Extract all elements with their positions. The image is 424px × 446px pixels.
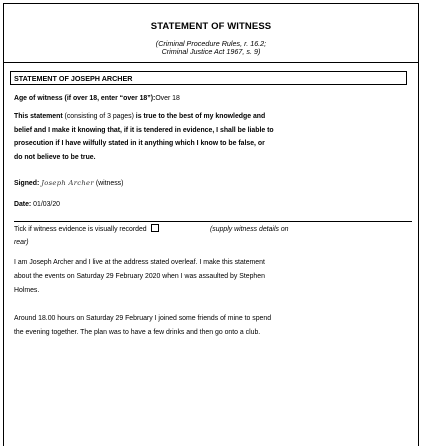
statement-paragraph-2 bbox=[14, 312, 412, 340]
signed-suffix: (witness) bbox=[95, 180, 124, 187]
statement-of-box bbox=[10, 71, 407, 85]
para1-line2: about the events on Saturday 29 February 2020 when I was assaulted by Stephen bbox=[14, 273, 265, 280]
supply-note-cont: rear) bbox=[14, 239, 29, 246]
date-value: 01/03/20 bbox=[33, 201, 60, 208]
truth-line-4: do not believe to be true. bbox=[14, 153, 96, 161]
statement-paragraph-1 bbox=[14, 256, 412, 298]
age-label: Age of witness (if over 18, enter “over 18”): bbox=[14, 95, 156, 102]
para2-line1: Around 18.00 hours on Saturday 29 February I joined some friends of mine to spend bbox=[14, 315, 272, 322]
para2-line2: the evening together. The plan was to have a few drinks and then go onto a club. bbox=[14, 329, 261, 336]
signature: Joseph Archer bbox=[41, 179, 94, 187]
form-header bbox=[4, 4, 418, 63]
truth-line-2: belief and I make it knowing that, if it is tendered in evidence, I shall be liable to bbox=[14, 126, 274, 134]
signed-label: Signed: bbox=[14, 180, 40, 187]
form-title: STATEMENT OF WITNESS bbox=[150, 21, 272, 32]
truth-lead: This statement bbox=[14, 113, 63, 120]
visual-record-checkbox[interactable] bbox=[151, 224, 159, 232]
visual-record-label: Tick if witness evidence is visually recorded bbox=[14, 226, 147, 233]
age-line bbox=[14, 92, 412, 105]
date-label: Date: bbox=[14, 201, 32, 208]
visual-record-row bbox=[14, 224, 412, 250]
para1-line1: I am Joseph Archer and I live at the address stated overleaf. I make this statement bbox=[14, 259, 265, 266]
supply-note: (supply witness details on bbox=[210, 226, 289, 233]
truth-line-1: is true to the best of my knowledge and bbox=[135, 113, 266, 120]
age-value: Over 18 bbox=[155, 95, 180, 102]
signature-line bbox=[14, 177, 412, 190]
truth-declaration bbox=[14, 110, 412, 164]
statement-of-label: STATEMENT OF JOSEPH ARCHER bbox=[14, 74, 133, 83]
truth-line-3: prosecution if I have wilfully stated in it anything which I know to be false, or bbox=[14, 140, 265, 147]
legal-reference-line-1: (Criminal Procedure Rules, r. 16.2; bbox=[155, 39, 267, 48]
statement-form bbox=[3, 3, 419, 446]
date-line bbox=[14, 198, 412, 211]
para1-line3: Holmes. bbox=[14, 287, 40, 294]
legal-reference-line-2: Criminal Justice Act 1967, s. 9) bbox=[161, 47, 261, 56]
truth-pages: (consisting of 3 pages) bbox=[62, 113, 136, 120]
divider bbox=[14, 221, 412, 222]
